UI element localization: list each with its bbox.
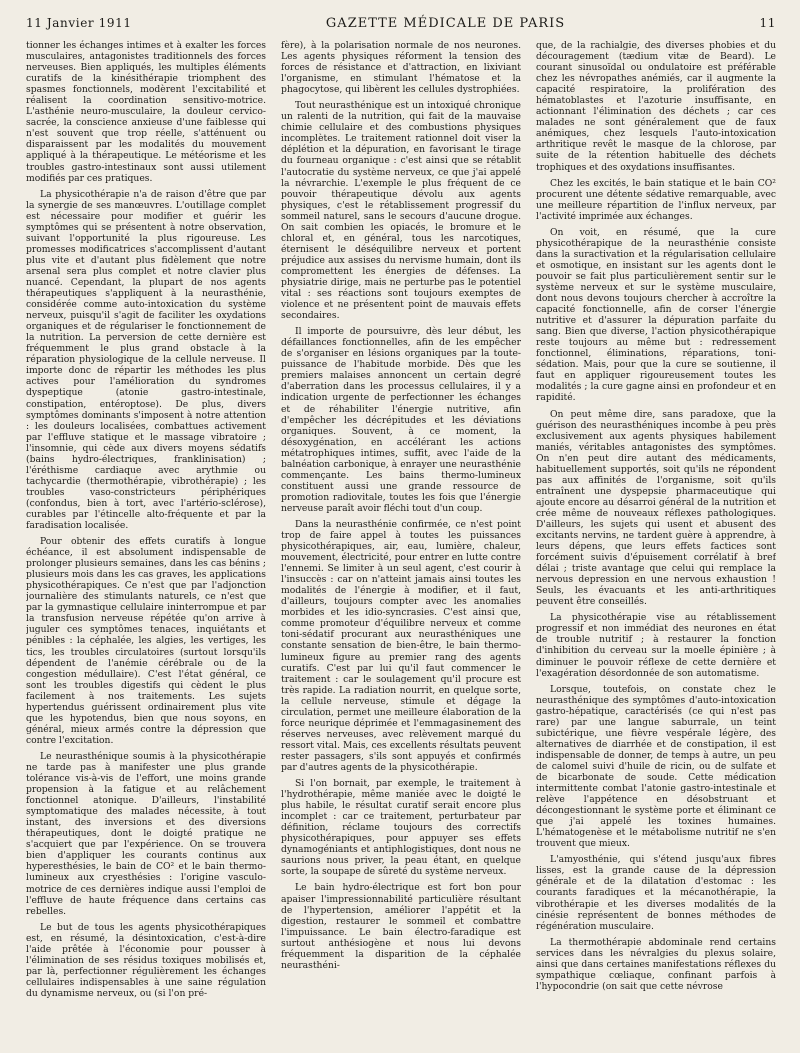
paragraph: Dans la neurasthénie confirmée, ce n'est point trop de faire appel à toutes les puissances physicothérapiques, air, eau, lumière, chaleur, mouvement, électricité, pour entrer en lutte contre l'ennemi. Se limiter à un seul agent, c'est courir à l'insuccès : car on n'atteint jamais ainsi toutes les modalités de l'énergie à modifier, et il faut, d'ailleurs, toujours compter avec les anomalies morbides et les idio-syncrasies. C'est ainsi que, comme promoteur d'équilibre nerveux et comme toni-sédatif procurant aux neurasthéniques une constante sensation de bien-être, le bain thermo-lumineux figure au premier rang des agents curatifs. C'est par lui qu'il faut commencer le traitement : car le soulagement qu'il procure est très rapide. La radiation nourrit, en quelque sorte, la cellule nerveuse, stimule et dégage la circulation, permet une meilleure élaboration de la force neurique déprimée et l'emmagasinement des réserves nerveuses, avec relèvement marqué du ressort vital. Mais, ces excellents résultats peuvent rester passagers, s'ils sont appuyés et confirmés par d'autres agents de la physicothérapie.: [281, 518, 521, 773]
paragraph: fère), à la polarisation normale de nos neurones. Les agents physiques réforment la tension des forces de résistance et d'attraction, en lixiviant l'organisme, en stimulant l'hématose et la phagocytose, qui libèrent les cellules dystrophiées.: [281, 40, 521, 96]
paragraph: On peut même dire, sans paradoxe, que la guérison des neurasthéniques incombe à peu près exclusivement aux agents physiques habilement maniés, véritables antagonistes des symptômes. On n'en peut dire autant des médicaments, habituellement supportés, soit qu'ils ne répondent pas aux affinités de l'organisme, soit qu'ils entraînent une dyspepsie pharmaceutique qui ajoute encore au désarroi général de la nutrition et crée même de nouveaux réflexes pathologiques. D'ailleurs, les sujets qui usent et abusent des excitants nervins, ne tardent guère à apprendre, à leurs dépens, que leurs effets factices sont forcément suivis d'épuisement corrélatif à bref délai ; triste avantage que celui qui remplace la nervous depression en une nervous exhaustion ! Seuls, les évacuants et les anti-arthritiques peuvent être conseillés.: [536, 408, 776, 608]
paragraph: Le neurasthénique soumis à la physicothérapie ne tarde pas à manifester une plus grande tolérance vis-à-vis de l'effort, une moins grande propension à la fatigue et au relâchement fonctionnel atonique. D'ailleurs, l'instabilité symptomatique des malades nécessite, à tout instant, des inversions et des diversions thérapeutiques, dont le doigté pratique ne s'acquiert que par l'expérience. On se trouvera bien d'appliquer les courants continus aux hyperesthésies, le bain de CO² et le bain thermo-lumineux aux cryesthésies : l'origine vasculo-motrice de ces dernières indique aussi l'emploi de l'effluve de haute fréquence dans certains cas rebelles.: [26, 750, 266, 917]
paragraph: On voit, en résumé, que la cure physicothérapique de la neurasthénie consiste dans la suractivation et la régularisation cellulaire et osmotique, en insistant sur les agents dont le pouvoir se fait plus particulièrement sentir sur le système nerveux et sur le système musculaire, dont nous devons toujours chercher à accroître la capacité fonctionnelle, afin de corser l'énergie nutritive et d'assurer la dépuration parfaite du sang. Bien que diverse, l'action physicothérapique reste toujours au même but : redressement fonctionnel, éliminations, réparations, toni-sédation. Mais, pour que la cure se soutienne, il faut en appliquer rigoureusement toutes les modalités ; la cure gagne ainsi en profondeur et en rapidité.: [536, 226, 776, 404]
paragraph: Si l'on bornait, par exemple, le traitement à l'hydrothérapie, même maniée avec le doigté le plus habile, le résultat curatif serait encore plus incomplet : car ce traitement, perturbateur par définition, réclame toujours des correctifs physicothérapiques, pour appuyer ses effets dynamogéniants et antiphlogistiques, dont nous ne saurions nous priver, la peau étant, en quelque sorte, la soupape de sûreté du système nerveux.: [281, 778, 521, 878]
issue-date: 11 Janvier 1911: [26, 16, 132, 30]
paragraph: Pour obtenir des effets curatifs à longue échéance, il est absolument indispensable de prolonger plusieurs semaines, dans les cas bénins ; plusieurs mois dans les cas graves, les applications physicothérapiques. Ce n'est que par l'adjonction journalière des stimulants naturels, ce n'est que par la gymnastique cellulaire ininterrompue et par la transfusion nerveuse répétée qu'on arrive à juguler ces symptômes tenaces, inquiétants et pénibles : la céphalée, les algies, les vertiges, les tics, les troubles circulatoires (surtout lorsqu'ils dépendent de l'anémie cérébrale ou de la congestion médullaire). C'est l'état général, ce sont les troubles digestifs qui cèdent le plus facilement à nos traitements. Les sujets hypertendus guérissent ordinairement plus vite que les hypotendus, bien que nous soyons, en général, mieux armés contre la dépression que contre l'excitation.: [26, 536, 266, 746]
paragraph: Tout neurasthénique est un intoxiqué chronique un ralenti de la nutrition, qui fait de la mauvaise chimie cellulaire et des combustions physiques incomplètes. Le traitement rationnel doit viser la déplétion et la dépuration, en favorisant le tirage du fourneau organique : c'est ainsi que se rétablit l'autocratie du système nerveux, ce que j'ai appelé la névrarchie. L'exemple le plus fréquent de ce pouvoir thérapeutique dévolu aux agents physiques, c'est le rétablissement progressif du sommeil naturel, sans le secours d'aucune drogue. On sait combien les opiacés, le bromure et le chloral et, en général, tous les narcotiques, éternisent le déséquilibre nerveux et portent préjudice aux assises du nervisme humain, dont ils compromettent les énergies de défenses. La physiatrie dirige, mais ne perturbe pas le potentiel vital : ses réactions sont toujours exemptes de violence et ne présentent point de mauvais effets secondaires.: [281, 100, 521, 322]
journal-title: GAZETTE MÉDICALE DE PARIS: [325, 16, 566, 31]
column-3: [536, 40, 776, 1045]
page-header: [26, 0, 776, 36]
paragraph: La physicothérapie vise au rétablissement progressif et non immédiat des neurones en état de trouble nutritif ; à restaurer la fonction d'inhibition du cerveau sur la moelle épinière ; à diminuer le pouvoir réflexe de cette dernière et l'exagération désordonnée de son automatisme.: [536, 612, 776, 679]
page-number: 11: [759, 16, 776, 30]
paragraph: La physicothérapie n'a de raison d'être que par la synergie de ses manœuvres. L'outillage complet est nécessaire pour modifier et guérir les symptômes qui se présentent à notre observation, suivant l'opportunité la plus rigoureuse. Les promesses modificatrices s'accomplissent d'autant plus vite et d'autant plus fidèlement que notre arsenal sera plus complet et notre clavier plus nuancé. Cependant, la plupart de nos agents thérapeutiques s'appliquent à la neurasthénie, considérée comme auto-intoxication du système nerveux, puisqu'il s'agit de faciliter les oxydations organiques et de régulariser le fonctionnement de la nutrition. La perversion de cette dernière est fréquemment le plus grand obstacle à la réparation physiologique de la cellule nerveuse. Il importe donc de répartir les méthodes les plus actives pour l'amélioration du syndromes dyspeptique (atonie gastro-intestinale, constipation, entéroptose). De plus, divers symptômes dominants s'imposent à notre attention : les douleurs localisées, combattues activement par l'effluve statique et le massage vibratoire ; l'insomnie, qui cède aux divers moyens sédatifs (bains hydro-électriques, franklinisation) ; l'éréthisme cardiaque avec arythmie ou tachycardie (thermothérapie, vibrothérapie) ; les troubles vaso-constricteurs périphériques (confondus, bien à tort, avec l'artério-sclérose), curables par l'étincelle alto-fréquente et par la faradisation localisée.: [26, 188, 266, 532]
column-1: [26, 40, 266, 1045]
paragraph: Il importe de poursuivre, dès leur début, les défaillances fonctionnelles, afin de les empêcher de s'organiser en lésions organiques par la toute-puissance de l'habitude morbide. Dès que les premiers malaises annoncent un certain degré d'aberration dans les processus cellulaires, il y a indication urgente de perfectionner les échanges et de réhabiliter l'énergie nutritive, afin d'empêcher les décrépitudes et les déviations organiques. Souvent, à ce moment, la désoxygénation, en accélérant les actions métatrophiques intimes, suffit, avec l'aide de la balnéation carbonique, à enrayer une neurasthénie commençante. Les bains thermo-lumineux constituent aussi une grande ressource de promotion radiovitale, toutes les fois que l'énergie nerveuse paraît avoir fléchi tout d'un coup.: [281, 326, 521, 514]
column-2: [281, 40, 521, 1045]
text-columns: [26, 40, 776, 1045]
paragraph: L'amyosthénie, qui s'étend jusqu'aux fibres lisses, est la grande cause de la dépression générale et de la dilatation d'estomac : les courants faradiques et la mécanothérapie, la vibrothérapie et les diverses modalités de la cinésie représentent de bonnes méthodes de régénération musculaire.: [536, 854, 776, 932]
paragraph: Le bain hydro-électrique est fort bon pour apaiser l'impressionnabilité particulière résultant de l'hypertension, améliorer l'appétit et la digestion, restaurer le sommeil et combattre l'impuissance. Le bain électro-faradique est surtout anthésiogène et nous lui devons fréquemment la disparition de la céphalée neurasthéni-: [281, 882, 521, 971]
paragraph: La thermothérapie abdominale rend certains services dans les névralgies du plexus solaire, ainsi que dans certaines manifestations réflexes du sympathique cœliaque, confinant parfois à l'hypocondrie (on sait que cette névrose: [536, 936, 776, 992]
paragraph: que, de la rachialgie, des diverses phobies et du découragement (tædium vitæ de Beard). Le courant sinusoïdal ou ondulatoire est préférable chez les névropathes anémiés, car il augmente la capacité respiratoire, la prolifération des hématoblastes et l'azoturie insuffisante, en actionnant l'élimination des déchets ; car ces malades ne sont généralement que de faux anémiques, chez lesquels l'auto-intoxication arthritique revêt le masque de la chlorose, par suite de la rétention habituelle des déchets trophiques et des oxydations insuffisantes.: [536, 40, 776, 173]
paragraph: Chez les excités, le bain statique et le bain CO² procurent une détente sédative remarquable, avec une meilleure répartition de l'influx nerveux, par l'activité imprimée aux échanges.: [536, 177, 776, 222]
paragraph: Le but de tous les agents physicothérapiques est, en résumé, la désintoxication, c'est-à-dire l'aide prêtée à l'économie pour pousser à l'élimination de ses résidus toxiques mobilisés et, par là, perfectionner régulièrement les échanges cellulaires indispensables à une saine régulation du dynamisme nerveux, ou (si l'on pré-: [26, 921, 266, 999]
paragraph: tionner les échanges intimes et à exalter les forces musculaires, antagonistes traditionnels des forces nerveuses. Bien appliqués, les multiples éléments curatifs de la kinésithérapie triomphent des spasmes fonctionnels, modèrent l'excitabilité et réalisent la coordination sensitivo-motrice. L'asthénie neuro-musculaire, la douleur cervico-sacrée, la conscience anxieuse d'une faiblesse qui n'est souvent que trop réelle, s'atténuent ou disparaissent par les modalités du mouvement appliqué à la thérapeutique. Le météorisme et les troubles gastro-intestinaux sont aussi utilement modifiés par ces pratiques.: [26, 40, 266, 184]
paragraph: Lorsque, toutefois, on constate chez le neurasthénique des symptômes d'auto-intoxication gastro-hépatique, caractérisés (ce qui n'est pas rare) par une langue saburrale, un teint subictérique, une fièvre vespérale légère, des alternatives de diarrhée et de constipation, il est indispensable de donner, de temps à autre, un peu de calomel suivi d'huile de ricin, ou de sulfate et de bicarbonate de soude. Cette médication intermittente combat l'atonie gastro-intestinale et relève l'appétence en désobstruant et décongestionnant le système porte et éliminant ce que j'ai appelé les toxines humaines. L'hématogenèse et le métabolisme nutritif ne s'en trouvent que mieux.: [536, 683, 776, 850]
